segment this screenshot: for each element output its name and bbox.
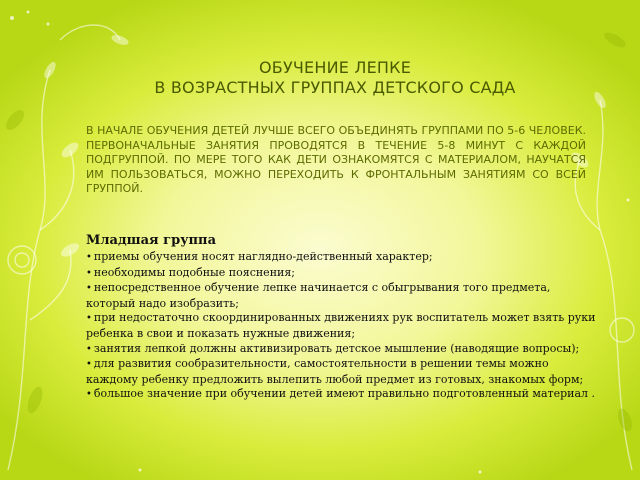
slide-title-line-2: В ВОЗРАСТНЫХ ГРУППАХ ДЕТСКОГО САДА <box>154 78 516 97</box>
bullet-icon: • <box>86 313 92 325</box>
intro-paragraph: В НАЧАЛЕ ОБУЧЕНИЯ ДЕТЕЙ ЛУЧШЕ ВСЕГО ОБЪЕДИНЯТЬ ГРУППАМИ ПО 5-6 ЧЕЛОВЕК. ПЕРВОНАЧАЛЬНЫЕ ЗАНЯТИЯ ПРОВОДЯТСЯ В ТЕЧЕНИЕ 5-8 МИНУТ С КАЖДОЙ ПОДГРУППОЙ. ПО МЕРЕ ТОГО КАК ДЕТИ ОЗНАКОМЯТСЯ С МАТЕРИАЛОМ, НАУЧАТСЯ ИМ ПОЛЬЗОВАТЬСЯ, МОЖНО ПЕРЕХОДИТЬ К ФРОНТАЛЬНЫМ ЗАНЯТИЯМ СО ВСЕЙ ГРУППОЙ. <box>86 124 586 195</box>
section-heading: Младшая группа <box>86 233 216 248</box>
list-item: • занятия лепкой должны активизировать детское мышление (наводящие вопросы); <box>86 341 580 355</box>
list-item: • необходимы подобные пояснения; <box>86 265 295 279</box>
list-item: • для развития сообразительности, самостоятельности в решении темы можно каждому ребенку предложить вылепить любой предмет из готовых, знакомых форм; <box>86 357 584 386</box>
bullet-icon: • <box>86 359 92 371</box>
list-item: • приемы обучения носят наглядно-действенный характер; <box>86 250 433 263</box>
bullet-icon: • <box>86 389 92 401</box>
slide-title-line-1: ОБУЧЕНИЕ ЛЕПКЕ <box>258 58 412 77</box>
bullet-icon: • <box>86 252 92 263</box>
bullet-list <box>86 250 596 403</box>
bullet-icon: • <box>86 283 92 295</box>
list-item: • при недостаточно скоординированных движениях рук воспитатель может взять руки ребенка в свои и показать нужные движения; <box>86 311 596 340</box>
bullet-icon: • <box>86 343 92 355</box>
slide-title <box>90 58 580 98</box>
list-item: • большое значение при обучении детей имеют правильно подготовленный материал . <box>86 387 596 401</box>
list-item: • непосредственное обучение лепке начинается с обыгрывания того предмета, который надо изобразить; <box>86 281 551 310</box>
bullet-icon: • <box>86 267 92 279</box>
younger-group-section <box>86 232 596 403</box>
